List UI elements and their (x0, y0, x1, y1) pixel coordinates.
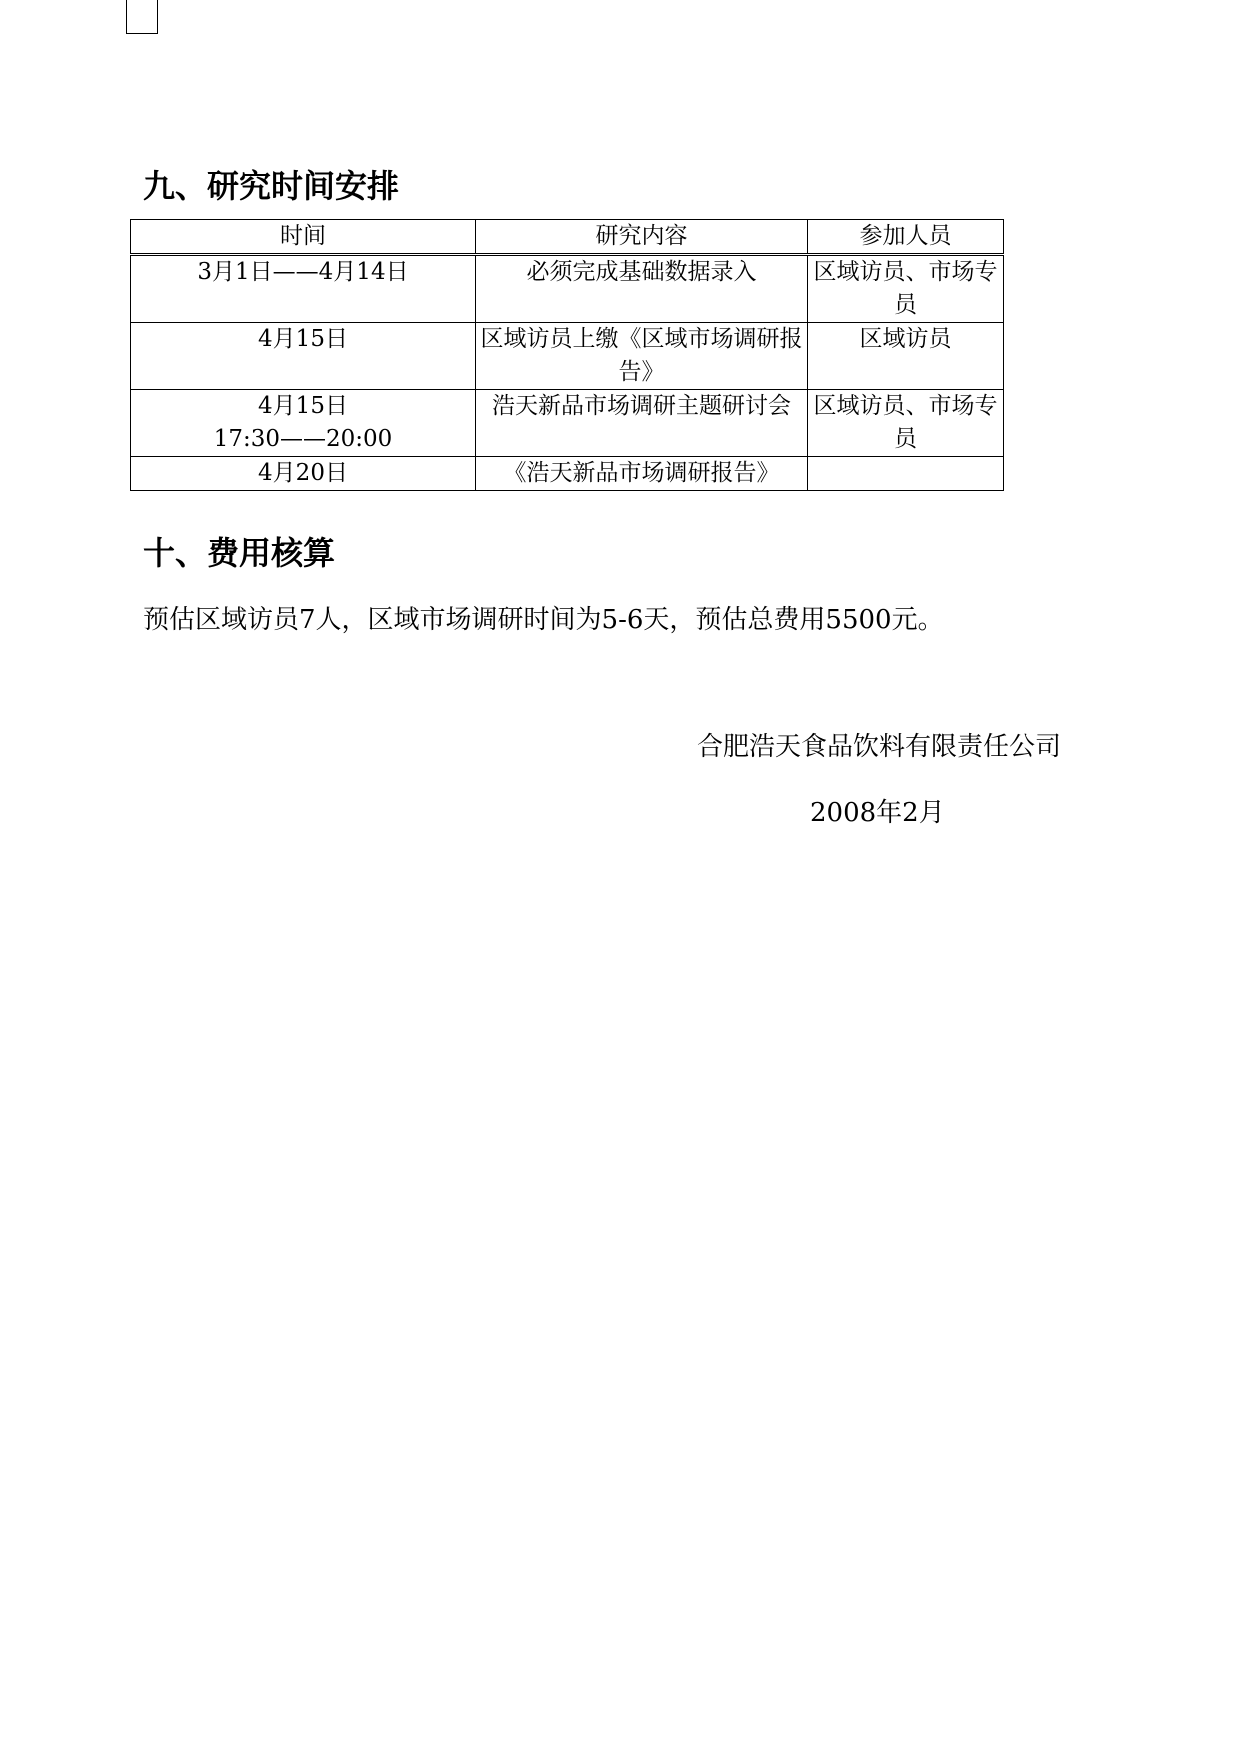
cell-time (131, 390, 476, 457)
company-signature: 合肥浩天食品饮料有限责任公司 (697, 732, 1062, 762)
cell-time: 4月15日 (131, 323, 476, 390)
cell-people: 区域访员、市场专员 (808, 390, 1004, 457)
budget-paragraph: 预估区域访员7人，区域市场调研时间为5-6天，预估总费用5500元。 (143, 605, 944, 635)
table-row (131, 323, 1004, 390)
cell-people: 区域访员 (808, 323, 1004, 390)
cell-people: 区域访员、市场专员 (808, 255, 1004, 323)
cell-content: 浩天新品市场调研主题研讨会 (476, 390, 808, 457)
table-row (131, 457, 1004, 491)
section-title-budget: 十、费用核算 (143, 534, 336, 572)
cell-content: 区域访员上缴《区域市场调研报告》 (476, 323, 808, 390)
table-header-row (131, 220, 1004, 255)
cell-time-date: 4月15日 (258, 393, 348, 419)
cell-content: 必须完成基础数据录入 (476, 255, 808, 323)
header-people: 参加人员 (808, 220, 1004, 255)
cell-time: 4月20日 (131, 457, 476, 491)
section-title-schedule: 九、研究时间安排 (143, 167, 400, 205)
header-content: 研究内容 (476, 220, 808, 255)
schedule-table (130, 219, 1004, 491)
cell-people (808, 457, 1004, 491)
cell-time-range: 17:30——20:00 (213, 426, 393, 452)
table-row (131, 390, 1004, 457)
cell-content: 《浩天新品市场调研报告》 (476, 457, 808, 491)
header-time: 时间 (131, 220, 476, 255)
cell-time: 3月1日——4月14日 (131, 255, 476, 323)
signature-date: 2008年2月 (810, 798, 945, 828)
table-row (131, 255, 1004, 323)
corner-checkbox-box (126, 0, 158, 34)
